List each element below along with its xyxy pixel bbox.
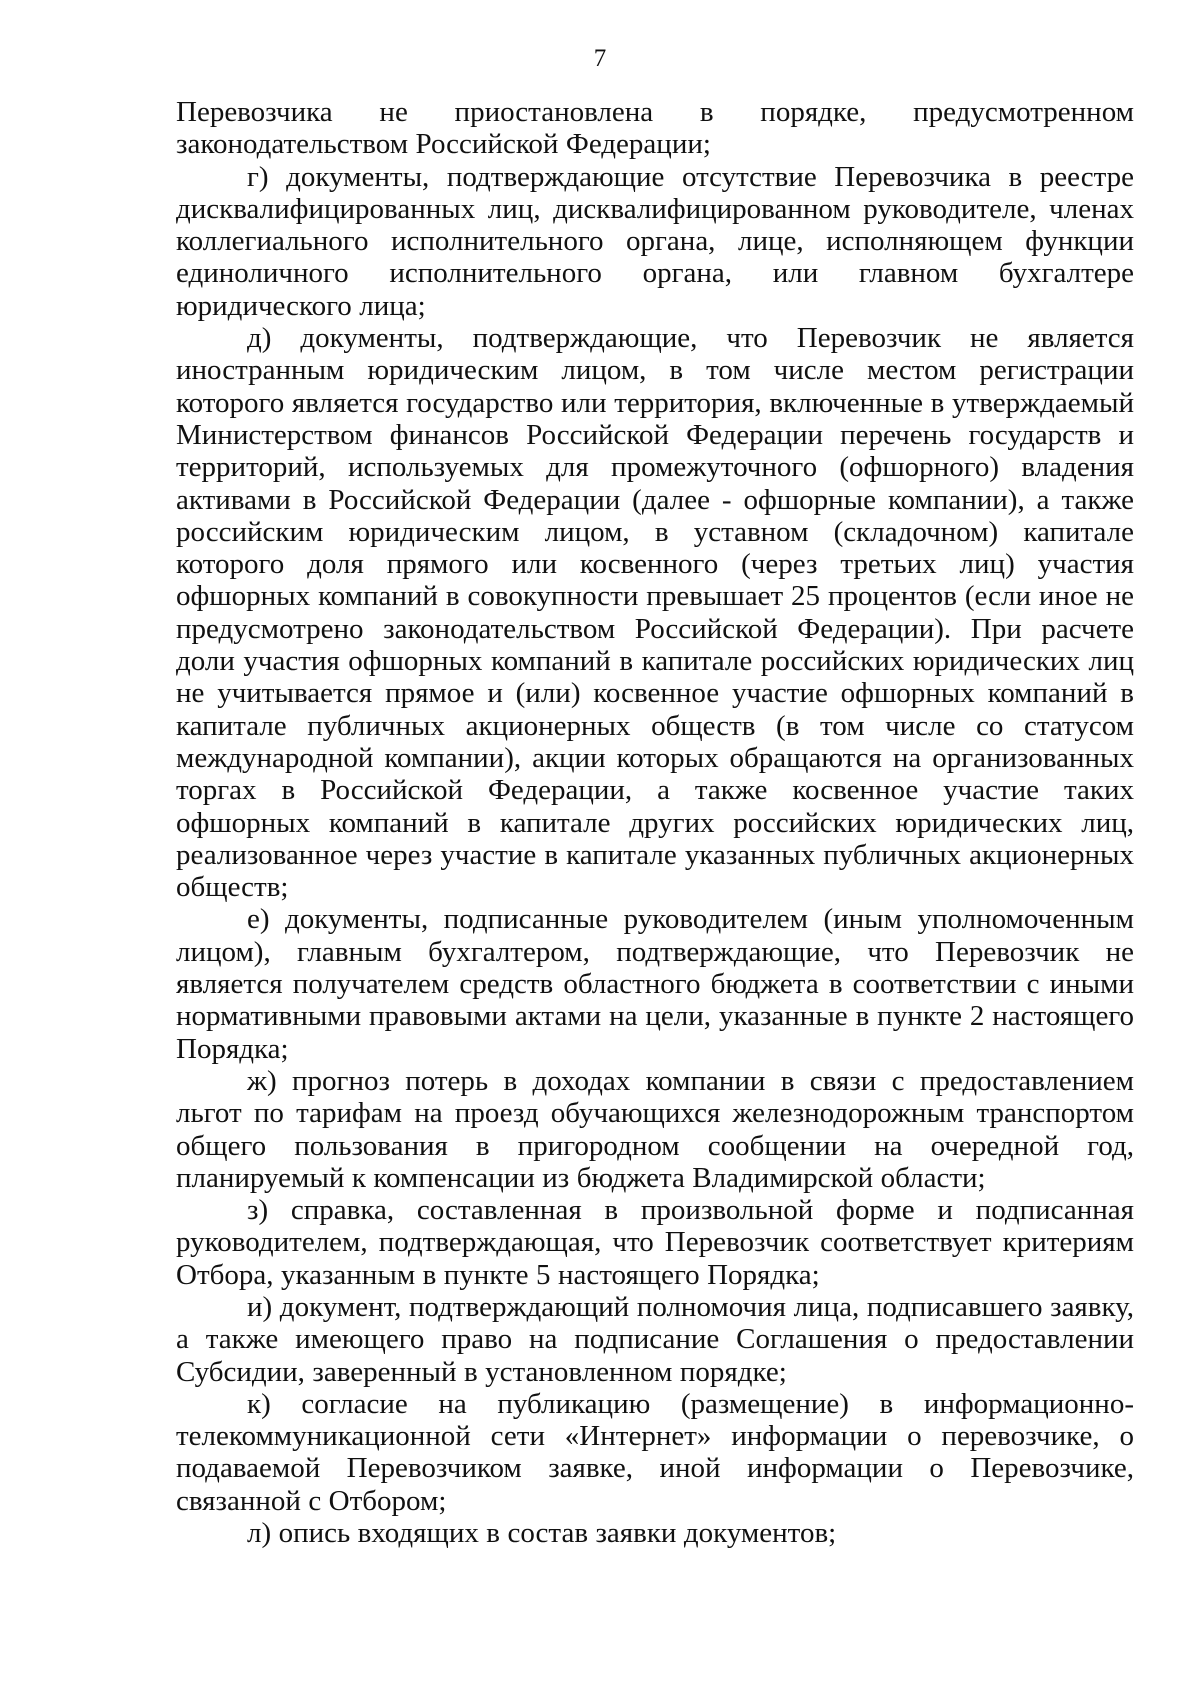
paragraph-item-i: и) документ, подтверждающий полномочия лица, подписавшего заявку, а также имеющего право на подписание Соглашения о предоставлении Субсидии, заверенный в установленном порядке; [176,1290,1134,1388]
page-number: 7 [593,45,607,72]
paragraph-item-d: д) документы, подтверждающие, что Перевозчик не является иностранным юридическим лицом, в том числе местом регистрации которого является государство или территория, включенные в утверждаемый Министерством финансов Российской Федерации перечень государств и территорий, используемых для промежуточного (офшорного) владения активами в Российской Федерации (далее - офшорные компании), а также российским юридическим лицом, в уставном (складочном) капитале которого доля прямого или косвенного (через третьих лиц) участия офшорных компаний в совокупности превышает 25 процентов (если иное не предусмотрено законодательством Российской Федерации). При расчете доли участия офшорных компаний в капитале российских юридических лиц не учитывается прямое и (или) косвенное участие офшорных компаний в капитале публичных акционерных обществ (в том числе со статусом международной компании), акции которых обращаются на организованных торгах в Российской Федерации, а также косвенное участие таких офшорных компаний в капитале других российских юридических лиц, реализованное через участие в капитале указанных публичных акционерных обществ; [176,322,1134,904]
paragraph-item-e: е) документы, подписанные руководителем (иным уполномоченным лицом), главным бухгалтером, подтверждающие, что Перевозчик не является получателем средств областного бюджета в соответствии с иными нормативными правовыми актами на цели, указанные в пункте 2 настоящего Порядка; [176,903,1134,1065]
paragraph-item-l: л) опись входящих в состав заявки документов; [247,1517,837,1550]
paragraph-item-g: г) документы, подтверждающие отсутствие Перевозчика в реестре дисквалифицированных лиц, дисквалифицированном руководителе, членах коллегиального исполнительного органа, лице, исполняющем функции единоличного исполнительного органа, или главном бухгалтере юридического лица; [176,160,1134,322]
paragraph-item-k: к) согласие на публикацию (размещение) в информационно-телекоммуникационной сети «Интернет» информации о перевозчике, о подаваемой Перевозчиком заявке, иной информации о Перевозчике, связанной с Отбором; [176,1387,1134,1517]
paragraph-continuation: Перевозчика не приостановлена в порядке, предусмотренном законодательством Российской Федерации; [176,96,1134,161]
document-body [176,96,1134,1549]
paragraph-item-zh: ж) прогноз потерь в доходах компании в связи с предоставлением льгот по тарифам на проезд обучающихся железнодорожным транспортом общего пользования в пригородном сообщении на очередной год, планируемый к компенсации из бюджета Владимирской области; [176,1064,1134,1194]
paragraph-item-z: з) справка, составленная в произвольной форме и подписанная руководителем, подтверждающая, что Перевозчик соответствует критериям Отбора, указанным в пункте 5 настоящего Порядка; [176,1194,1134,1291]
